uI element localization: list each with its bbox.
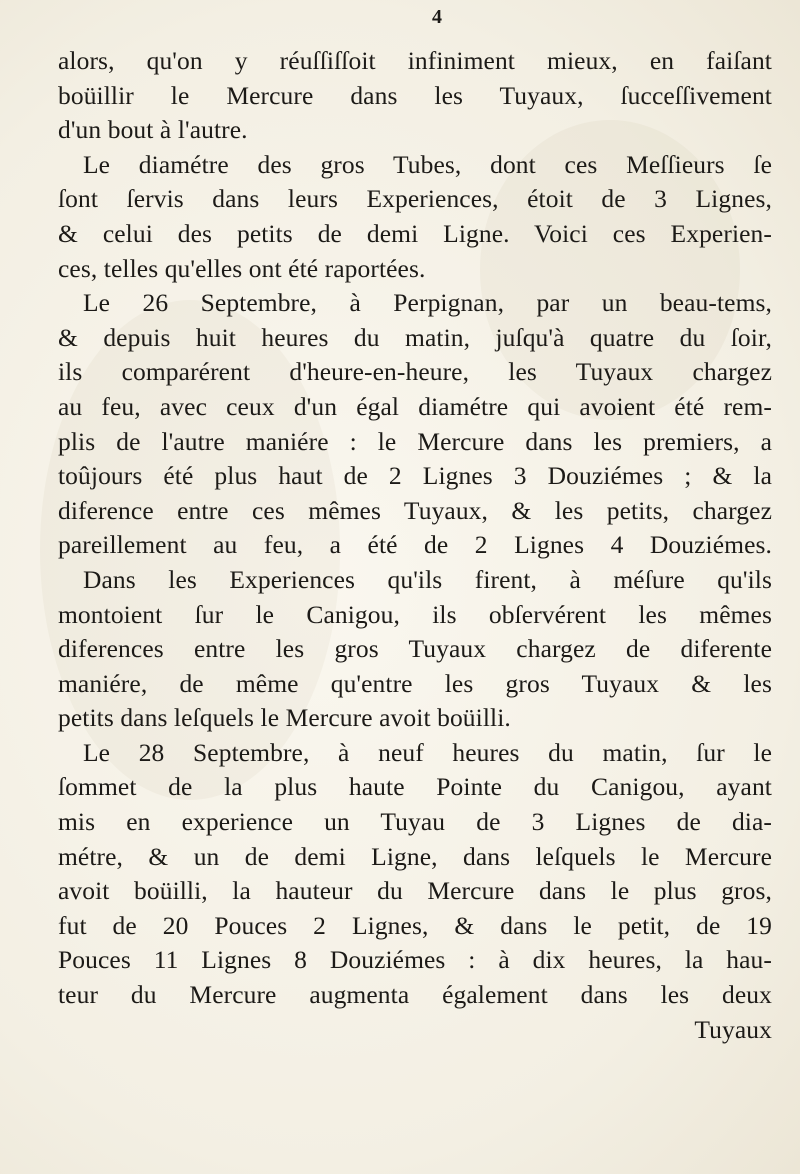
text-line: alors, qu'on y réuſſiſſoit infiniment mieux, en faiſant xyxy=(58,46,772,75)
page-number: 4 xyxy=(432,6,442,28)
text-line: plis de l'autre maniére : le Mercure dans les premiers, a xyxy=(58,426,772,456)
text-line: d'un bout à l'autre. xyxy=(58,115,248,145)
text-line: Pouces 11 Lignes 8 Douziémes : à dix heures, la hau- xyxy=(58,945,772,975)
body-text xyxy=(58,44,772,1047)
catchword: Tuyaux xyxy=(694,1014,772,1044)
text-line: maniére, de même qu'entre les gros Tuyaux & les xyxy=(58,668,772,698)
text-line: Le 26 Septembre, à Perpignan, par un beau-tems, xyxy=(83,288,772,318)
text-line: & depuis huit heures du matin, juſqu'à quatre du ſoir, xyxy=(58,322,772,352)
text-line: teur du Mercure augmenta également dans les deux xyxy=(58,980,772,1010)
text-line: diference entre ces mêmes Tuyaux, & les petits, chargez xyxy=(58,495,772,525)
text-line: montoient ſur le Canigou, ils obſervérent les mêmes xyxy=(58,599,772,629)
text-line: Le 28 Septembre, à neuf heures du matin, ſur le xyxy=(83,737,772,767)
text-line: avoit boüilli, la hauteur du Mercure dans le plus gros, xyxy=(58,876,772,906)
text-line: & celui des petits de demi Ligne. Voici ces Experien- xyxy=(58,218,772,248)
text-line: pareillement au feu, a été de 2 Lignes 4 Douziémes. xyxy=(58,530,772,560)
text-line: petits dans leſquels le Mercure avoit boüilli. xyxy=(58,703,511,733)
text-line: ſommet de la plus haute Pointe du Canigou, ayant xyxy=(58,772,772,802)
text-line: ces, telles qu'elles ont été raportées. xyxy=(58,253,426,283)
text-line: ſont ſervis dans leurs Experiences, étoit de 3 Lignes, xyxy=(58,184,772,214)
text-line: toûjours été plus haut de 2 Lignes 3 Douziémes ; & la xyxy=(58,461,772,491)
text-line: boüillir le Mercure dans les Tuyaux, ſucceſſivement xyxy=(58,80,772,110)
text-line: fut de 20 Pouces 2 Lignes, & dans le petit, de 19 xyxy=(58,910,772,940)
text-line: métre, & un de demi Ligne, dans leſquels le Mercure xyxy=(58,841,772,871)
text-line: Dans les Experiences qu'ils firent, à méſure qu'ils xyxy=(83,564,772,594)
text-line: ils comparérent d'heure-en-heure, les Tuyaux chargez xyxy=(58,357,772,387)
text-line: mis en experience un Tuyau de 3 Lignes de dia- xyxy=(58,807,772,837)
text-line: Le diamétre des gros Tubes, dont ces Meſſieurs ſe xyxy=(83,149,772,179)
text-line: diferences entre les gros Tuyaux chargez de diferente xyxy=(58,634,772,664)
text-line: au feu, avec ceux d'un égal diamétre qui avoient été rem- xyxy=(58,391,772,421)
